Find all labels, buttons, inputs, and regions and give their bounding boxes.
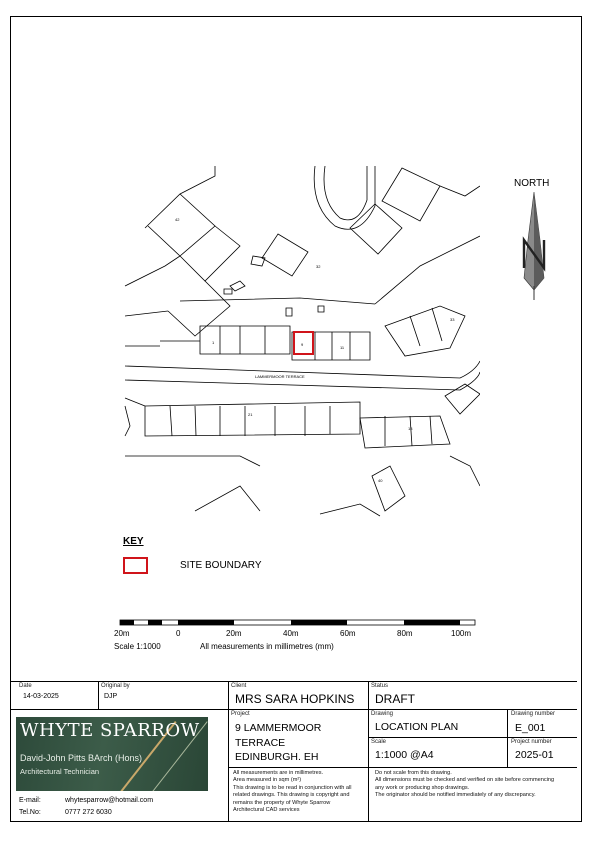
note-line: Architectural CAD services <box>233 807 300 814</box>
general-notes <box>233 770 365 814</box>
company-person: David-John Pitts BArch (Hons) <box>20 753 143 763</box>
title-block-divider <box>10 709 577 710</box>
note-line: Do not scale from this drawing. <box>375 770 452 776</box>
original-by-value: DJP <box>104 693 118 700</box>
scale-tick-label: 60m <box>340 629 356 638</box>
note-line: Area measured in sqm (m²) <box>233 777 302 784</box>
drawing-number-label: Drawing number <box>511 711 556 717</box>
project-line: EDINBURGH. EH <box>235 751 319 763</box>
site-boundary-key-label: SITE BOUNDARY <box>180 560 262 571</box>
email-value: whytesparrow@hotmail.com <box>65 797 154 804</box>
title-block-divider <box>368 681 369 822</box>
drawing-value: LOCATION PLAN <box>375 721 459 733</box>
scale-tick-label: 0 <box>176 629 181 638</box>
title-block-divider <box>10 681 577 682</box>
north-label: NORTH <box>514 178 550 189</box>
note-line: All measurements are in millimetres. <box>233 770 324 776</box>
email-label: E-mail: <box>19 797 41 804</box>
date-label: Date <box>19 683 32 689</box>
company-role: Architectural Technician <box>20 767 100 776</box>
project-line: TERRACE <box>235 737 286 749</box>
client-value: MRS SARA HOPKINS <box>235 692 355 706</box>
north-arrow-icon <box>518 190 550 302</box>
note-line: remains the property of Whyte Sparrow <box>233 799 331 806</box>
scale-tick-label: 100m <box>451 629 472 638</box>
measurement-note: All measurements in millimetres (mm) <box>200 642 334 651</box>
street-name-label: LAMMERMOOR TERRACE <box>255 374 305 379</box>
scale-value: 1:1000 @A4 <box>375 749 434 761</box>
client-label: Client <box>231 683 247 689</box>
project-line: 9 LAMMERMOOR <box>235 722 322 734</box>
scaling-notes <box>375 770 575 800</box>
plot-label: 42 <box>175 217 180 222</box>
company-name: WHYTE SPARROW <box>20 720 200 741</box>
scale-label: Scale <box>371 739 387 745</box>
plot-label: 32 <box>316 264 321 269</box>
status-label: Status <box>371 683 389 689</box>
note-line: The originator should be notified immediately of any discrepancy. <box>375 792 536 799</box>
note-line: This drawing is to be read in conjunction with all <box>233 784 352 791</box>
status-value: DRAFT <box>375 692 415 706</box>
site-boundary-marker <box>294 332 313 354</box>
project-label: Project <box>231 711 250 717</box>
note-line: any work or producing shop drawings. <box>375 784 470 791</box>
title-block-divider <box>507 709 508 767</box>
company-logo <box>16 717 208 791</box>
tel-label: Tel.No: <box>19 809 41 816</box>
scale-tick-label: 20m <box>114 629 130 638</box>
location-plan-map <box>120 166 480 524</box>
scale-tick-label: 80m <box>397 629 413 638</box>
site-boundary-key-swatch <box>123 557 148 574</box>
key-title: KEY <box>123 536 144 547</box>
scale-text: Scale 1:1000 <box>114 642 161 651</box>
plot-label: 33 <box>450 317 455 322</box>
plot-label: 1 <box>212 340 215 345</box>
date-value: 14-03-2025 <box>23 693 59 700</box>
tel-value: 0777 272 6030 <box>65 809 112 816</box>
note-line: All dimensions must be checked and verified on site before commencing <box>375 777 555 784</box>
project-number-value: 2025-01 <box>515 749 554 761</box>
title-block-divider <box>228 767 577 768</box>
drawing-number-value: E_001 <box>515 722 546 734</box>
project-number-label: Project number <box>511 739 552 745</box>
plot-label: 21 <box>248 412 253 417</box>
note-line: related drawings. This drawing is copyright and <box>233 792 350 799</box>
drawing-label: Drawing <box>371 711 394 717</box>
scale-tick-label: 40m <box>283 629 299 638</box>
title-block-divider <box>98 681 99 709</box>
scale-tick-label: 20m <box>226 629 242 638</box>
plot-label: 18 <box>408 426 413 431</box>
plot-label: 40 <box>378 478 383 483</box>
original-by-label: Original by <box>101 683 130 689</box>
plot-label: 9 <box>301 342 304 347</box>
title-block-divider <box>228 681 229 822</box>
title-block-divider <box>368 737 577 738</box>
plot-label: 11 <box>340 345 345 350</box>
